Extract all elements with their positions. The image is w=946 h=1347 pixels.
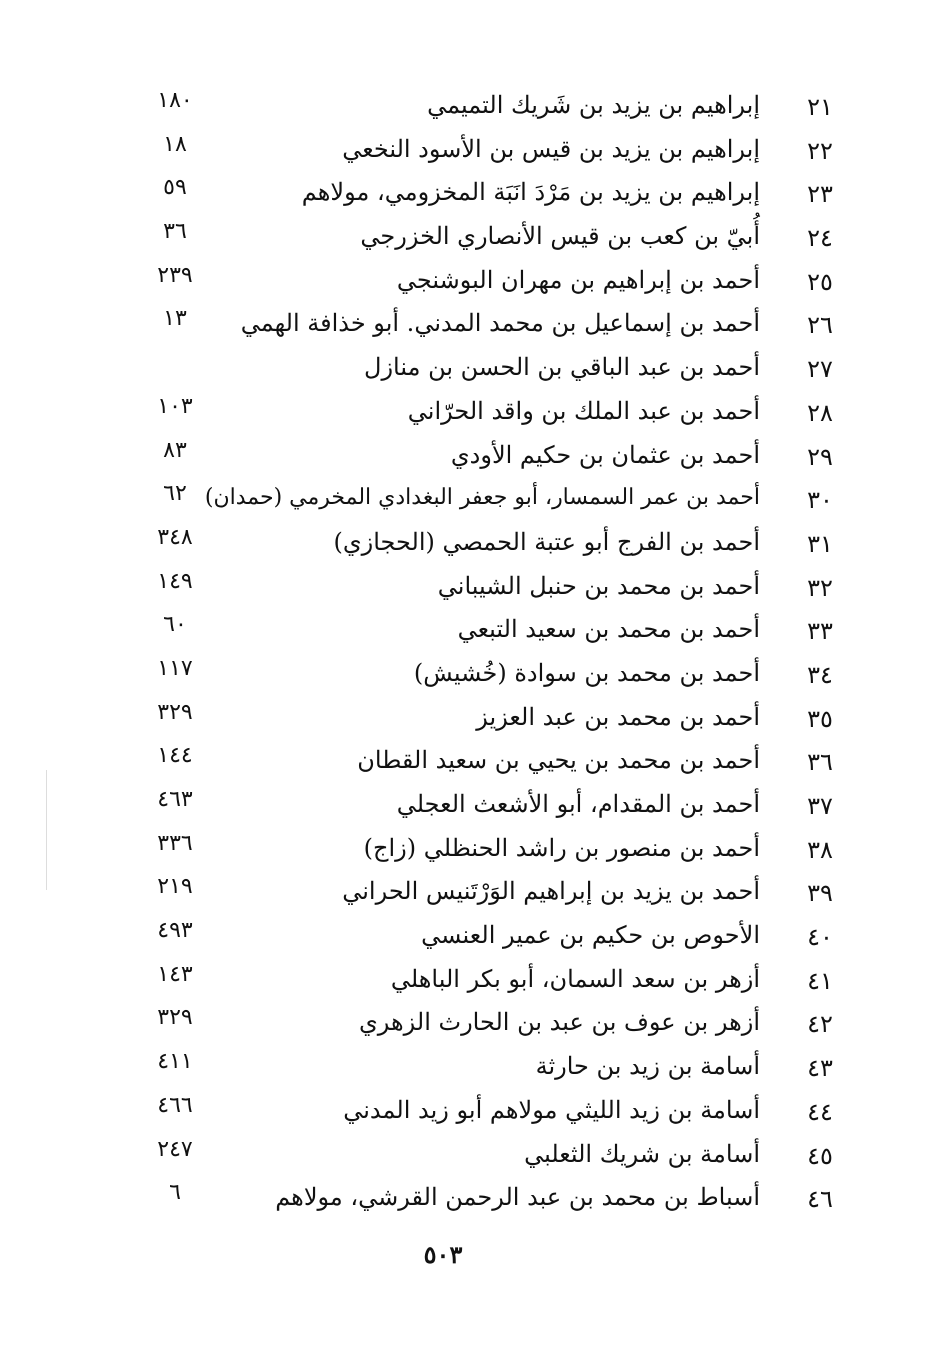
- list-item: [150, 1047, 840, 1091]
- entry-number: ٤٦: [807, 1185, 833, 1214]
- list-item: [150, 130, 840, 174]
- list-item: [150, 872, 840, 916]
- list-item: [150, 304, 840, 348]
- entry-page: ١٨٠: [157, 88, 193, 113]
- entry-page: ٣٣٦: [157, 830, 193, 856]
- entry-name: أحمد بن محمد بن يحيي بن سعيد القطان: [357, 746, 760, 775]
- entry-name: أحمد بن محمد بن عبد العزيز: [476, 702, 760, 731]
- list-item: [150, 1091, 840, 1135]
- entry-page: ٣٢٩: [157, 1005, 193, 1031]
- list-item: [150, 785, 840, 829]
- entry-name: إبراهيم بن يزيد بن مَرْدَ انَبَة المخزومي، مولاهم: [301, 178, 760, 207]
- entry-number: ٢١: [807, 93, 833, 121]
- entry-name: أسامة بن زيد بن حارثة: [535, 1052, 760, 1081]
- entry-name: أحمد بن عبد الملك بن واقد الحرّاني: [407, 396, 760, 425]
- list-item: [150, 610, 840, 654]
- entry-number: ٣٤: [807, 660, 833, 689]
- entry-page: ١٠٣: [157, 393, 193, 419]
- entry-number: ٣٢: [807, 573, 833, 602]
- entry-name: أُبيّ بن كعب بن قيس الأنصاري الخزرجي: [360, 222, 760, 251]
- entry-name: أسباط بن محمد بن عبد الرحمن القرشي، مولاهم: [275, 1183, 760, 1212]
- entry-number: ٤٤: [807, 1097, 833, 1126]
- entry-name: أسامة بن شريك الثعلبي: [524, 1139, 760, 1168]
- entry-page: ٢١٩: [157, 874, 193, 900]
- entry-number: ٣٧: [807, 792, 833, 820]
- entry-number: ٤٠: [807, 923, 833, 952]
- entry-page: ١٣: [163, 306, 187, 332]
- margin-mark: [46, 770, 47, 890]
- entry-name: إبراهيم بن يزيد بن شَريك التميمي: [427, 91, 760, 119]
- entry-number: ٤١: [807, 966, 833, 995]
- list-item: [150, 829, 840, 873]
- list-item: [150, 567, 840, 611]
- entry-number: ٣١: [807, 529, 833, 558]
- list-item: [150, 348, 840, 392]
- entry-number: ٣٨: [807, 835, 833, 864]
- entry-number: ٢٢: [807, 136, 833, 165]
- entry-name: أحمد بن عبد الباقي بن الحسن بن منازل: [364, 353, 760, 382]
- list-item: [150, 479, 840, 523]
- entry-page: ١٤٣: [157, 961, 193, 987]
- page-number: ٥٠٣: [423, 1240, 463, 1269]
- entry-name: إبراهيم بن يزيد بن قيس بن الأسود النخعي: [342, 134, 760, 163]
- entry-name: الأحوص بن حكيم بن عمير العنسي: [421, 921, 760, 950]
- list-item: [150, 741, 840, 785]
- entry-name: أحمد بن الفرج أبو عتبة الحمصي (الحجازي): [333, 527, 760, 556]
- entry-name: أحمد بن يزيد بن إبراهيم الوَرْتَنيس الحراني: [342, 877, 760, 906]
- entry-page: ٨٣: [163, 437, 187, 463]
- entry-number: ٣٥: [807, 704, 833, 733]
- entry-name: أحمد بن محمد بن سوادة (خُشيش): [413, 658, 760, 687]
- entry-page: ٣٢٩: [157, 699, 193, 725]
- entry-number: ٤٥: [807, 1141, 833, 1170]
- list-item: [150, 960, 840, 1004]
- list-item: [150, 523, 840, 567]
- entry-number: ٣٩: [807, 879, 833, 908]
- entry-page: ١٤٤: [157, 743, 193, 769]
- entry-page: ١١٧: [157, 655, 193, 681]
- entry-page: ٤٦٣: [157, 787, 193, 812]
- entry-number: ٣٠: [807, 486, 833, 515]
- entry-page: ٤٩٣: [157, 918, 193, 944]
- entry-number: ٢٧: [807, 355, 833, 384]
- entry-number: ٤٣: [807, 1054, 833, 1083]
- list-item: [150, 392, 840, 436]
- entry-page: ٢٤٧: [157, 1136, 193, 1162]
- entry-page: ٣٤٨: [157, 524, 193, 550]
- entry-page: ٦٠: [163, 612, 187, 638]
- list-item: [150, 1003, 840, 1047]
- list-item: [150, 654, 840, 698]
- list-item: [150, 1135, 840, 1179]
- entry-name: أحمد بن عثمان بن حكيم الأودي: [450, 440, 760, 469]
- index-list: [150, 86, 840, 1222]
- entry-page: ٤٦٦: [157, 1092, 193, 1118]
- entry-number: ٢٦: [807, 311, 833, 340]
- entry-number: ٢٣: [807, 180, 833, 209]
- entry-page: ٦٢: [163, 481, 187, 507]
- entry-page: ١٨: [163, 131, 187, 157]
- list-item: [150, 86, 840, 130]
- entry-name: أحمد بن إبراهيم بن مهران البوشنجي: [396, 265, 760, 294]
- entry-page: ١٤٩: [157, 568, 193, 594]
- entry-page: ٢٣٩: [157, 262, 193, 288]
- entry-number: ٤٢: [807, 1010, 833, 1039]
- entry-name: أحمد بن محمد بن حنبل الشيباني: [437, 571, 760, 600]
- entry-number: ٢٨: [807, 398, 833, 427]
- list-item: [150, 1178, 840, 1222]
- entry-name: أسامة بن زيد الليثي مولاهم أبو زيد المدني: [343, 1095, 760, 1124]
- entry-number: ٢٤: [807, 224, 833, 253]
- list-item: [150, 916, 840, 960]
- list-item: [150, 436, 840, 480]
- entry-number: ٣٣: [807, 617, 833, 646]
- list-item: [150, 217, 840, 261]
- entry-page: ٣٦: [163, 219, 187, 245]
- entry-number: ٢٩: [807, 442, 833, 471]
- list-item: [150, 173, 840, 217]
- entry-page: ٦: [169, 1180, 181, 1206]
- entry-name: أحمد بن محمد بن سعيد التبعي: [457, 615, 760, 644]
- list-item: [150, 261, 840, 305]
- entry-name: أحمد بن إسماعيل بن محمد المدني. أبو خذافة الهمي: [240, 309, 760, 338]
- list-item: [150, 698, 840, 742]
- entry-name: أحمد بن عمر السمسار، أبو جعفر البغدادي المخرمي (حمدان): [204, 485, 760, 511]
- entry-number: ٢٥: [807, 267, 833, 296]
- entry-name: أحمد بن منصور بن راشد الحنظلي (زاج): [363, 833, 760, 862]
- entry-page: ٥٩: [163, 175, 187, 201]
- entry-number: ٣٦: [807, 748, 833, 777]
- entry-name: أزهر بن سعد السمان، أبو بكر الباهلي: [390, 964, 760, 993]
- entry-name: أحمد بن المقدام، أبو الأشعث العجلي: [396, 790, 760, 818]
- entry-name: أزهر بن عوف بن عبد بن الحارث الزهري: [358, 1008, 760, 1037]
- entry-page: ٤١١: [157, 1049, 193, 1075]
